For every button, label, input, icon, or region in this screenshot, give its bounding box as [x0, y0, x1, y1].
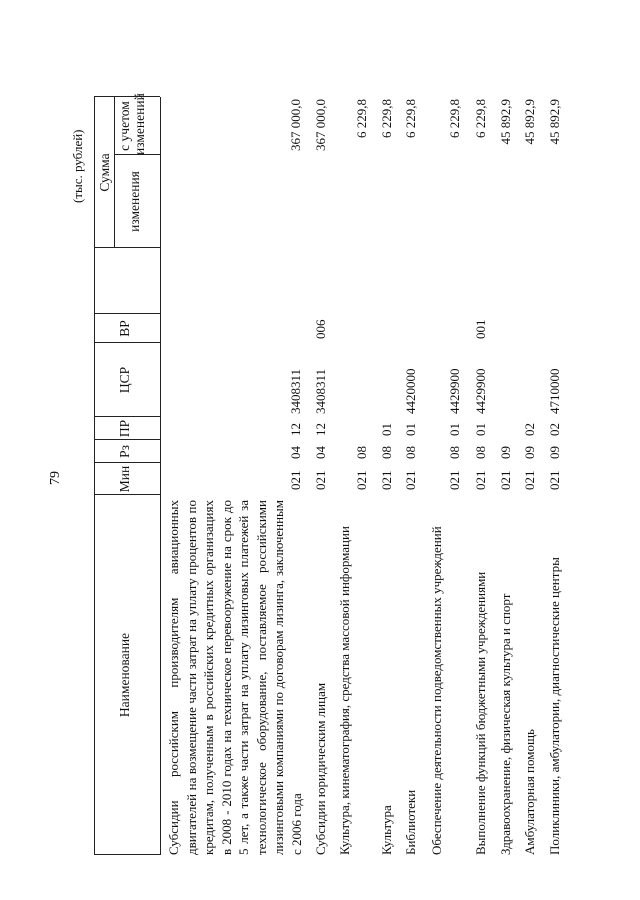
row-name: Культура [379, 805, 394, 855]
row-rz: 08 [354, 446, 369, 459]
row-rz: 09 [547, 446, 562, 459]
row-rz: 08 [403, 446, 418, 459]
row-name: Поликлиники, амбулатории, диагностические центры [547, 557, 562, 855]
col-header-change: изменения [127, 171, 142, 232]
row-csr: 4429900 [447, 368, 462, 414]
units-label: (тыс. рублей) [70, 129, 85, 203]
col-header-rz: Рз [117, 445, 132, 458]
row-csr: 4429900 [473, 368, 488, 414]
col-header-pr: ПР [117, 419, 132, 438]
row-csr: 3408311 [288, 368, 303, 414]
row-pr: 02 [547, 423, 562, 436]
row-pr: 01 [379, 423, 394, 436]
row-name: Субсидии юридическим лицам [313, 682, 328, 855]
row-rz: 08 [379, 446, 394, 459]
row-pr: 01 [447, 423, 462, 436]
row-name: Библиотеки [403, 789, 418, 855]
row-value: 367 000,0 [288, 99, 303, 151]
row-min: 021 [447, 470, 462, 490]
row-value: 6 229,8 [354, 99, 369, 138]
row-value: 45 892,9 [498, 99, 513, 145]
row-value: 45 892,9 [522, 99, 537, 145]
row-pr: 01 [403, 423, 418, 436]
row-name: Выполнение функций бюджетными учреждениями [473, 571, 488, 855]
row-name: Здравоохранение, физическая культура и спорт [498, 593, 513, 855]
table-top-border [94, 97, 95, 855]
page-number: 79 [48, 471, 63, 485]
row-min: 021 [288, 470, 303, 490]
col-header-name: Наименование [117, 632, 132, 718]
header-bottom-border [160, 97, 161, 855]
row-vr: 006 [313, 319, 328, 339]
row-vr: 001 [473, 319, 488, 339]
row-name: Обеспечение деятельности подведомственных учреждений [429, 526, 444, 855]
row-name: Субсидии российским производителям авиационных двигателей на возмещение части затрат на уплату процентов по кредитам, полученным в российских кредитных организациях в 2008 - 2010 годах на техническое перевооружение на срок до 5 лет, а также части затрат на уплату лизинговых платежей за технологическое оборудование, поставляемое российскими лизинговыми компаниями по договорам лизинга, заключенным с 2006 года [166, 500, 304, 855]
col-header-with-change: с учетом изменений [117, 93, 147, 155]
row-csr: 4420000 [403, 368, 418, 414]
row-value: 367 000,0 [313, 99, 328, 151]
row-name: Культура, кинематография, средства массовой информации [337, 526, 352, 855]
row-rz: 09 [498, 446, 513, 459]
row-rz: 08 [447, 446, 462, 459]
col-header-sum: Сумма [97, 153, 112, 192]
row-rz: 08 [473, 446, 488, 459]
row-csr: 4710000 [547, 368, 562, 414]
row-pr: 12 [313, 423, 328, 436]
row-value: 6 229,8 [447, 99, 462, 138]
row-min: 021 [354, 470, 369, 490]
col-header-min: Мин [117, 465, 132, 493]
row-min: 021 [522, 470, 537, 490]
row-pr: 12 [288, 423, 303, 436]
row-min: 021 [313, 470, 328, 490]
row-csr: 3408311 [313, 368, 328, 414]
row-min: 021 [403, 470, 418, 490]
row-rz: 04 [288, 446, 303, 459]
row-rz: 04 [313, 446, 328, 459]
row-value: 45 892,9 [547, 99, 562, 145]
row-name: Амбулаторная помощь [522, 729, 537, 855]
col-header-csr: ЦСР [117, 366, 132, 394]
row-value: 6 229,8 [379, 99, 394, 138]
row-min: 021 [547, 470, 562, 490]
row-value: 6 229,8 [473, 99, 488, 138]
row-min: 021 [498, 470, 513, 490]
row-min: 021 [473, 470, 488, 490]
row-pr: 02 [522, 423, 537, 436]
row-value: 6 229,8 [403, 99, 418, 138]
col-header-vr: ВР [117, 320, 132, 337]
row-min: 021 [379, 470, 394, 490]
row-rz: 09 [522, 446, 537, 459]
row-pr: 01 [473, 423, 488, 436]
sum-subheader-border [114, 97, 115, 248]
